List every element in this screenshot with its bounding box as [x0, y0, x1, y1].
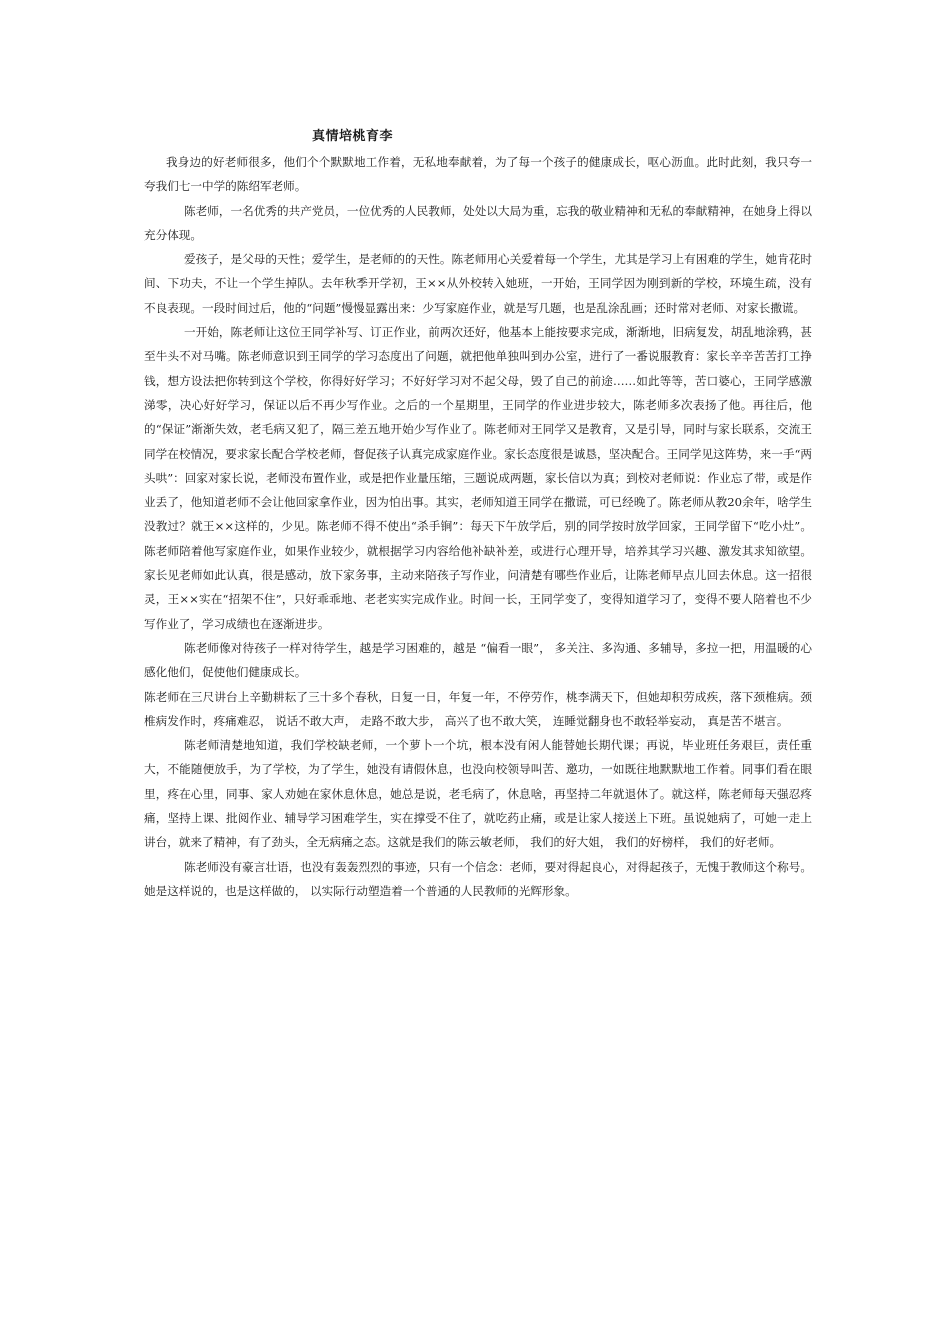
paragraph: 陈老师，一名优秀的共产党员，一位优秀的人民教师，处处以大局为重，忘我的敬业精神和无私的奉献精神，在她身上得以充分体现。: [144, 203, 812, 242]
article-body: [144, 150, 812, 903]
paragraph: 我身边的好老师很多，他们个个默默地工作着，无私地奉献着，为了每一个孩子的健康成长，呕心沥血。此时此刻，我只夸一夸我们七一中学的陈绍军老师。: [144, 155, 812, 194]
paragraph: 爱孩子，是父母的天性；爱学生，是老师的的天性。陈老师用心关爱着每一个学生，尤其是学习上有困难的学生，她肯花时间、下功夫，不让一个学生掉队。去年秋季开学初，王××从外校转入她班，一开始，王同学因为刚到新的学校，环境生疏，没有不良表现。一段时间过后，他的“问题”慢慢显露出来：少写家庭作业，就是写几题，也是乱涂乱画；还时常对老师、对家长撒谎。: [144, 252, 812, 315]
paragraph: 陈老师在三尺讲台上辛勤耕耘了三十多个春秋，日复一日，年复一年，不停劳作，桃李满天下，但她却积劳成疾，落下颈椎病。颈椎病发作时，疼痛难忍， 说话不敢大声， 走路不敢大步， 高兴了也不敢大笑， 连睡觉翻身也不敢轻举妄动， 真是苦不堪言。: [144, 689, 812, 728]
paragraph: 陈老师像对待孩子一样对待学生，越是学习困难的，越是 “偏看一眼”， 多关注、多沟通、多辅导，多拉一把，用温暖的心感化他们，促使他们健康成长。: [144, 640, 812, 680]
paragraph: 陈老师清楚地知道，我们学校缺老师，一个萝卜一个坑，根本没有闲人能替她长期代课；再说，毕业班任务艰巨，责任重大，不能随便放手，为了学校，为了学生，她没有请假休息，也没向校领导叫苦、邀功，一如既往地默默地工作着。同事们看在眼里，疼在心里，同事、家人劝她在家休息休息，她总是说，老毛病了，休息啥，再坚持二年就退休了。就这样，陈老师每天强忍疼痛，坚持上课、批阅作业、辅导学习困难学生，实在撑受不住了，就吃药止痛，或是让家人接送上下班。虽说她病了，可她一走上讲台，就来了精神，有了劲头，全无病痛之态。这就是我们的陈云敏老师， 我们的好大姐， 我们的好榜样， 我们的好老师。: [144, 738, 812, 850]
paragraph: 一开始，陈老师让这位王同学补写、订正作业，前两次还好，他基本上能按要求完成，渐渐地，旧病复发，胡乱地涂鸦，甚至牛头不对马嘴。陈老师意识到王同学的学习态度出了问题，就把他单独叫到办公室，进行了一番说服教育：家长辛辛苦苦打工挣钱，想方设法把你转到这个学校，你得好好学习；不好好学习对不起父母，毁了自己的前途……如此等等，苦口婆心，王同学感激涕零，决心好好学习，保证以后不再少写作业。之后的一个星期里，王同学的作业进步较大，陈老师多次表扬了他。再往后，他的“保证”渐渐失效，老毛病又犯了，隔三差五地开始少写作业了。陈老师对王同学又是教育，又是引导，同时与家长联系，交流王同学在校情况，要求家长配合学校老师，督促孩子认真完成家庭作业。家长态度很是诚恳，坚决配合。王同学见这阵势，来一手“两头哄”：回家对家长说，老师没布置作业，或是把作业量压缩，三题说成两题，家长信以为真；到校对老师说：作业忘了带，或是作业丢了，他知道老师不会让他回家拿作业，因为怕出事。其实，老师知道王同学在撒谎，可已经晚了。陈老师从教20余年，啥学生没教过？就王××这样的，少见。陈老师不得不使出“杀手锏”：每天下午放学后，别的同学按时放学回家，王同学留下“吃小灶”。陈老师陪着他写家庭作业，如果作业较少，就根据学习内容给他补缺补差，或进行心理开导，培养其学习兴趣、激发其求知欲望。家长见老师如此认真，很是感动，放下家务事，主动来陪孩子写作业，问清楚有哪些作业后，让陈老师早点儿回去休息。这一招很灵，王××实在“招架不住”，只好乖乖地、老老实实完成作业。时间一长，王同学变了，变得知道学习了，变得不要人陪着也不少写作业了，学习成绩也在逐渐进步。: [144, 325, 812, 631]
page-title: 真情培桃育李: [312, 129, 394, 144]
paragraph: 陈老师没有豪言壮语，也没有轰轰烈烈的事迹，只有一个信念：老师，要对得起良心，对得起孩子，无愧于教师这个称号。她是这样说的，也是这样做的， 以实际行动塑造着一个普通的人民教师的光辉形象。: [144, 859, 812, 898]
